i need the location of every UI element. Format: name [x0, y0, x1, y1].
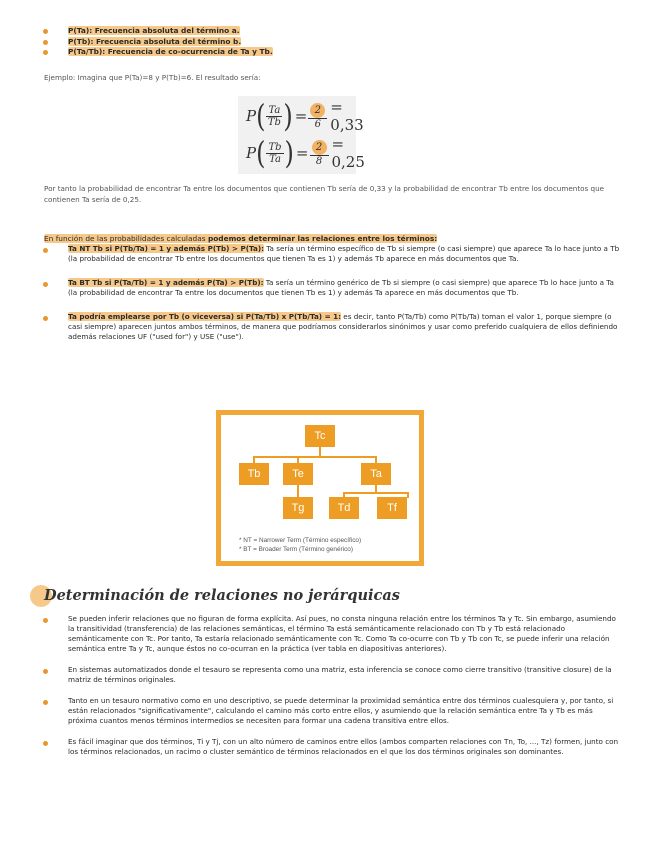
hierarchy-diagram — [216, 410, 424, 566]
formula-row-2: P ( $\frac{Tb}{Ta}$ ) = $\frac{2}{8}$ = 0,25 — [246, 134, 365, 172]
node-level3: Td — [329, 497, 359, 519]
definition-item: P(Tb): Frecuencia absoluta del término b. — [40, 37, 600, 47]
frequency-definitions — [40, 26, 600, 58]
relations-heading: En función de las probabilidades calculadas podemos determinar las relaciones entre los términos: — [44, 234, 438, 243]
list-item: En sistemas automatizados donde el tesauro se representa como una matriz, esta inferencia se conoce como cierre transitivo (transitive closure) de la matriz de términos originales. — [40, 665, 624, 685]
relations-list — [40, 244, 624, 356]
bullet-icon — [43, 316, 48, 321]
definition-item: P(Ta): Frecuencia absoluta del término a. — [40, 26, 600, 36]
relation-item: Ta NT Tb si P(Tb/Ta) = 1 y además P(Tb) > P(Ta): Ta sería un término específico de Tb si siempre (o casi siempre) que aparece Ta lo hace junto a Tb (la probabilidad de encontrar Tb entre los documentos que tienen Ta es 1) y además Tb aparece en más documentos que Ta. — [40, 244, 624, 264]
bullet-icon — [43, 248, 48, 253]
list-item: Tanto en un tesauro normativo como en uno descriptivo, se puede determinar la proximidad semántica entre dos términos cualesquiera y, por tanto, si están relacionados "significativamente", calculando el camino más corto entre ellos, y asumiendo que la relación semántica entre Ta y Tb es más próxima cuantos menos términos intermedios se necesiten para formar una cadena transitiva entre ellos. — [40, 696, 624, 726]
relation-item: Ta podría emplearse por Tb (o viceversa) si P(Ta/Tb) x P(Tb/Ta) = 1: es decir, tanto P(Ta/Tb) como P(Tb/Ta) toman el valor 1, porque siempre (o casi siempre) aparecen juntos ambos términos, de manera que podríamos considerarlos sinónimos y usar como preferido cualquiera de ellos definiendo además relaciones UF ("used for") y USE ("use"). — [40, 312, 624, 342]
nonhierarchical-list — [40, 614, 624, 768]
bullet-icon — [43, 282, 48, 287]
highlight-circle: 2 — [312, 140, 327, 155]
probability-formula — [238, 96, 365, 174]
bullet-icon — [43, 40, 48, 45]
node-level3: Tf — [377, 497, 407, 519]
formula-row-1: P ( $\frac{Ta}{Tb}$ ) = $\frac{2}{6}$ = 0,33 — [246, 97, 364, 135]
highlight-circle: 2 — [310, 103, 325, 118]
bullet-icon — [43, 669, 48, 674]
node-level2: Ta — [361, 463, 391, 485]
node-level2: Te — [283, 463, 313, 485]
diagram-legend: * NT = Narrower Term (Término específico) * BT = Broader Term (Término genérico) — [239, 537, 362, 553]
bullet-icon — [43, 618, 48, 623]
list-item: Es fácil imaginar que dos términos, Ti y Tj, con un alto número de caminos entre ellos (ambos comparten relaciones con Tn, To, ..., Tz) formen, junto con los términos relacionados, un racimo o cluster semántico de términos relacionados en el que los dos términos originales son dominantes. — [40, 737, 624, 757]
bullet-icon — [43, 741, 48, 746]
bullet-icon — [43, 29, 48, 34]
node-level3: Tg — [283, 497, 313, 519]
probability-paragraph: Por tanto la probabilidad de encontrar Ta entre los documentos que contienen Tb sería de 0,33 y la probabilidad de encontrar Tb entre los documentos que contienen Ta sería de 0,25. — [44, 184, 605, 204]
bullet-icon — [43, 700, 48, 705]
node-level2: Tb — [239, 463, 269, 485]
relation-item: Ta BT Tb si P(Ta/Tb) = 1 y además P(Ta) > P(Tb): Ta sería un término genérico de Tb si siempre (o casi siempre) que aparece Tb lo hace junto a Ta (la probabilidad de encontrar Ta entre los documentos que tienen Tb es 1) y además Ta aparece en más documentos que Tb. — [40, 278, 624, 298]
list-item: Se pueden inferir relaciones que no figuran de forma explícita. Así pues, no consta ninguna relación entre los términos Ta y Tc. Sin embargo, asumiendo la transitividad (transferencia) de las relaciones semánticas, el término Ta está semánticamente relacionado con Tb y Tb está relacionado semánticamente con Tc. Por tanto, Ta estaría relacionado semánticamente con Tc. Como Ta co-ocurre con Tb y Tb con Tc, se puede inferir una relación semántica entre Ta y Tc, aunque éstos no co-ocurran en la práctica (ver tabla en diapositivas anteriores). — [40, 614, 624, 654]
node-root: Tc — [305, 425, 335, 447]
example-text: Ejemplo: Imagina que P(Ta)=8 y P(Tb)=6. El resultado sería: — [44, 73, 261, 82]
definition-item: P(Ta/Tb): Frecuencia de co-ocurrencia de Ta y Tb. — [40, 47, 600, 57]
bullet-icon — [43, 50, 48, 55]
